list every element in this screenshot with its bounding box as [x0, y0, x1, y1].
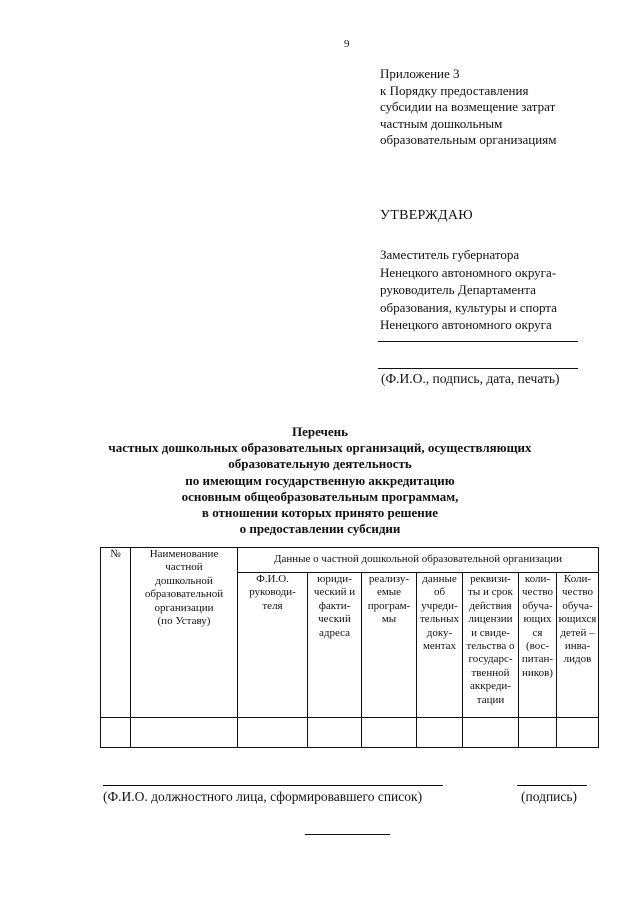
header-line: действия — [469, 599, 512, 612]
appendix-block — [380, 66, 556, 149]
header-line: ников) — [522, 666, 553, 679]
header-line: чество — [562, 586, 593, 599]
header-director — [238, 573, 308, 718]
end-separator-line — [305, 834, 390, 835]
table-cell[interactable] — [362, 718, 417, 748]
header-disabled-children-count — [557, 573, 599, 718]
page-number: 9 — [344, 38, 350, 50]
title-line: по имеющим государственную аккредитацию — [185, 472, 455, 488]
header-line: ся — [532, 626, 543, 639]
header-line: тельных — [420, 613, 459, 626]
header-line: тельства о — [466, 640, 515, 653]
header-line: емые — [376, 586, 402, 599]
header-line: лицензии — [468, 613, 513, 626]
table-cell[interactable] — [131, 718, 238, 748]
header-line: обуча- — [562, 599, 593, 612]
header-line: ческий и — [313, 586, 356, 599]
title-line: частных дошкольных образовательных организаций, осуществляющих — [108, 440, 532, 456]
appendix-line: к Порядку предоставления — [380, 82, 529, 98]
header-line: Коли- — [563, 573, 592, 585]
document-title — [100, 424, 540, 537]
header-line: коли- — [524, 573, 551, 585]
header-line: ческий — [318, 613, 351, 626]
header-line: обуча- — [522, 599, 553, 612]
header-line: мы — [381, 613, 397, 626]
header-number: № — [101, 548, 131, 718]
header-license-details — [463, 573, 519, 718]
title-line: о предоставлении субсидии — [239, 521, 401, 537]
header-students-count — [519, 573, 557, 718]
official-signature-line — [517, 785, 587, 786]
header-line: питан- — [521, 653, 554, 666]
header-line: юриди- — [317, 573, 352, 585]
approval-heading: УТВЕРЖДАЮ — [380, 208, 473, 223]
header-line: образовательной — [144, 588, 224, 601]
header-line: организации — [154, 601, 214, 614]
title-line: в отношении которых принято решение — [201, 505, 439, 521]
header-line: детей – — [560, 626, 595, 639]
table-cell[interactable] — [308, 718, 362, 748]
header-line: ты и срок — [468, 586, 513, 599]
table-cell[interactable] — [238, 718, 308, 748]
appendix-line: субсидии на возмещение затрат — [380, 99, 556, 114]
header-line: ющих — [523, 613, 552, 626]
header-line: тации — [476, 693, 505, 706]
position-line: Ненецкого автономного округа — [380, 317, 552, 332]
header-line: адреса — [318, 626, 351, 639]
approval-name-line — [378, 341, 578, 342]
header-line: (вос- — [525, 640, 550, 653]
header-line: Наименование — [149, 548, 219, 560]
appendix-line: образовательным организациям — [380, 132, 557, 147]
title-line: основным общеобразовательным программам, — [181, 488, 459, 504]
table-cell[interactable] — [557, 718, 599, 748]
header-line: аккреди- — [470, 680, 511, 693]
header-line: частной — [165, 561, 203, 574]
header-founding-docs — [417, 573, 463, 718]
header-line: доку- — [426, 626, 453, 639]
title-line: образовательную деятельность — [228, 456, 412, 472]
appendix-line: Приложение 3 — [380, 66, 460, 81]
header-line: чество — [522, 586, 553, 599]
approver-position — [380, 246, 557, 334]
header-line: об — [433, 586, 446, 599]
header-line: реализу- — [368, 573, 410, 585]
header-line: програм- — [367, 599, 411, 612]
header-addresses — [308, 573, 362, 718]
header-group: Данные о частной дошкольной образовательной организации — [238, 548, 599, 573]
appendix-line: частным дошкольным — [380, 115, 503, 131]
header-line: учреди- — [421, 599, 458, 612]
position-line: образования, культуры и спорта — [380, 299, 557, 315]
table-cell[interactable] — [463, 718, 519, 748]
header-line: реквизи- — [470, 573, 511, 585]
official-signature-caption: (подпись) — [521, 789, 578, 804]
organizations-table — [100, 547, 599, 748]
header-line: ментах — [422, 640, 457, 653]
official-name-caption: (Ф.И.О. должностного лица, сформировавшего список) — [103, 789, 423, 804]
header-line: и свиде- — [471, 626, 510, 639]
header-line: руководи- — [249, 586, 296, 599]
table-cell[interactable] — [417, 718, 463, 748]
title-line: Перечень — [291, 424, 349, 439]
header-line: дошкольной — [155, 574, 213, 587]
header-line: факти- — [318, 599, 351, 612]
position-line: руководитель Департамента — [380, 282, 536, 297]
header-line: инва- — [564, 640, 591, 653]
header-line: данные — [422, 573, 457, 585]
header-line: ющихся — [558, 613, 597, 626]
header-programs — [362, 573, 417, 718]
header-line: лидов — [563, 653, 592, 666]
table-row — [101, 718, 599, 748]
header-line: теля — [262, 599, 283, 612]
official-name-line — [103, 785, 443, 786]
table-cell[interactable] — [519, 718, 557, 748]
header-line: (по Уставу) — [157, 615, 211, 628]
header-line: твенной — [471, 666, 510, 679]
approval-signature-line — [378, 368, 578, 369]
position-line: Ненецкого автономного округа- — [380, 264, 557, 280]
header-line: государс- — [468, 653, 513, 666]
approval-signature-caption: (Ф.И.О., подпись, дата, печать) — [381, 371, 560, 386]
header-org-name — [131, 548, 238, 718]
position-line: Заместитель губернатора — [380, 247, 520, 262]
table-cell[interactable] — [101, 718, 131, 748]
header-line: Ф.И.О. — [256, 573, 289, 585]
